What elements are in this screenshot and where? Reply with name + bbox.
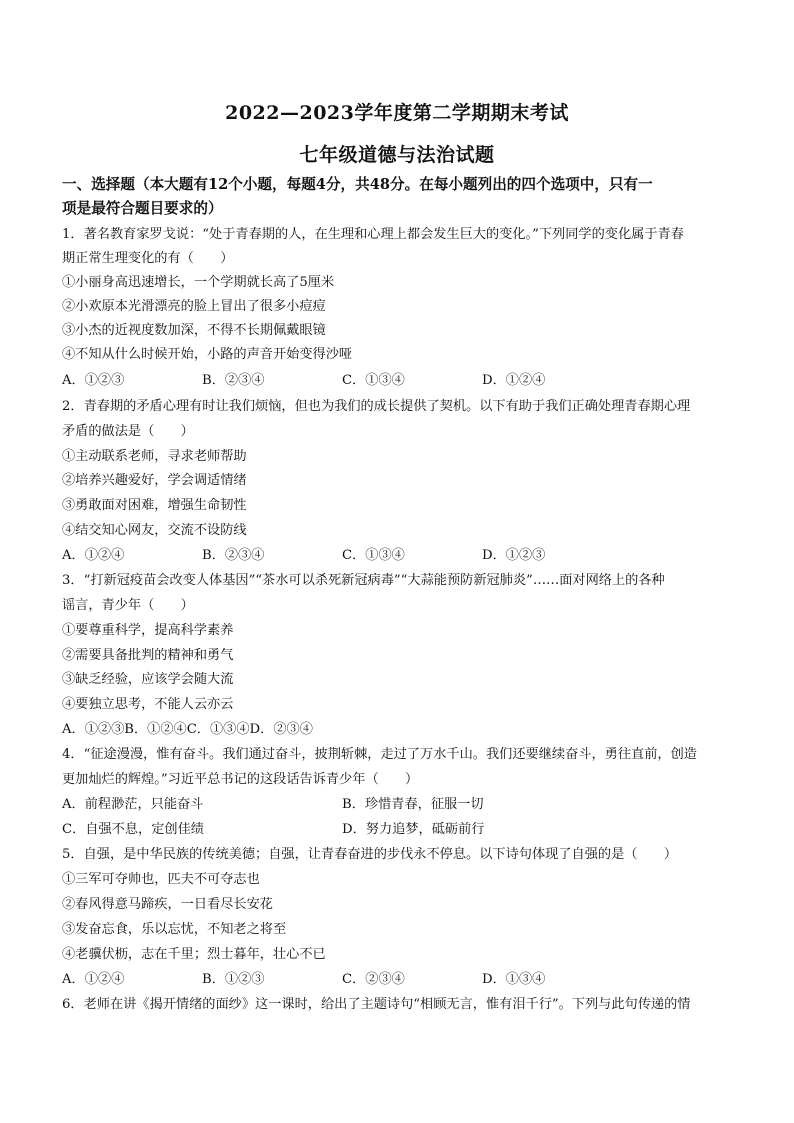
q1-statement-1: ①小丽身高迅速增长，一个学期就长高了5厘米 [62,275,335,290]
q2-option-c: C．①③④ [342,548,405,563]
q5-option-a: A．①②④ [62,972,125,987]
q5-statement-1: ①三军可夺帅也，匹夫不可夺志也 [62,872,260,887]
q4-stem-line1: 4．“征途漫漫，惟有奋斗。我们通过奋斗，披荆斩棘，走过了万水千山。我们还要继续奋斗，勇往直前，创造 [62,747,697,762]
q4-option-b: B．珍惜青春，征服一切 [342,797,484,812]
q1-statement-3: ③小杰的近视度数加深，不得不长期佩戴眼镜 [62,323,326,338]
q4-stem-line2: 更加灿烂的辉煌。”习近平总书记的这段话告诉青少年（ ） [62,772,419,787]
q2-option-d: D．①②③ [482,548,546,563]
q3-statement-1: ①要尊重科学，提高科学素养 [62,623,234,638]
q6-stem-line1: 6．老师在讲《揭开情绪的面纱》这一课时，给出了主题诗句“相顾无言，惟有泪千行”。下列与此句传递的情 [62,997,691,1012]
q4-option-c: C．自强不息，定创佳绩 [62,822,204,837]
q1-statement-2: ②小欢原本光滑漂亮的脸上冒出了很多小痘痘 [62,299,326,314]
q2-statement-3: ③勇敢面对困难，增强生命韧性 [62,498,247,513]
q1-statement-4: ④不知从什么时候开始，小路的声音开始变得沙哑 [62,347,353,362]
q2-option-a: A．①②④ [62,548,125,563]
q3-stem-line2: 谣言，青少年（ ） [62,598,194,613]
q5-statement-2: ②春风得意马蹄疾，一日看尽长安花 [62,897,273,912]
q3-stem-line1: 3．“打新冠疫苗会改变人体基因”“茶水可以杀死新冠病毒”“大蒜能预防新冠肺炎”……面对网络上的各种 [62,573,665,588]
q4-option-a: A．前程渺茫，只能奋斗 [62,797,204,812]
q3-statement-3: ③缺乏经验，应该学会随大流 [62,672,234,687]
q2-statement-1: ①主动联系老师，寻求老师帮助 [62,449,247,464]
q5-option-b: B．①②③ [202,972,265,987]
q1-option-d: D．①②④ [482,373,546,388]
q2-stem-line1: 2．青春期的矛盾心理有时让我们烦恼，但也为我们的成长提供了契机。以下有助于我们正确处理青春期心理 [62,399,691,414]
section-heading-line2: 项是最符合题目要求的） [62,200,223,217]
q5-statement-3: ③发奋忘食，乐以忘忧，不知老之将至 [62,922,287,937]
q1-option-b: B．②③④ [202,373,265,388]
q2-option-b: B．②③④ [202,548,265,563]
q2-statement-2: ②培养兴趣爱好，学会调适情绪 [62,473,247,488]
q1-stem-line1: 1．著名教育家罗戈说：“处于青春期的人，在生理和心理上都会发生巨大的变化。”下列同学的变化属于青春 [62,227,684,242]
q5-statement-4: ④老骥伏枥，志在千里；烈士暮年，壮心不已 [62,947,326,962]
exam-subtitle: 七年级道德与法治试题 [299,144,495,166]
q1-stem-line2: 期正常生理变化的有（ ） [62,251,234,266]
q1-option-a: A．①②③ [62,373,125,388]
section-heading-line1: 一、选择题（本大题有12个小题，每题4分，共48分。在每小题列出的四个选项中，只有一 [62,176,653,193]
q5-option-c: C．②③④ [342,972,405,987]
q5-stem-line1: 5．自强，是中华民族的传统美德；自强，让青春奋进的步伐永不停息。以下诗句体现了自强的是（ ） [62,847,678,862]
q5-option-d: D．①③④ [482,972,546,987]
q3-statement-2: ②需要具备批判的精神和勇气 [62,648,234,663]
q3-options: A．①②③B．①②④C．①③④D．②③④ [62,722,313,737]
q4-option-d: D．努力追梦，砥砺前行 [342,822,485,837]
q2-stem-line2: 矛盾的做法是（ ） [62,424,194,439]
q1-option-c: C．①③④ [342,373,405,388]
q3-statement-4: ④要独立思考，不能人云亦云 [62,697,234,712]
exam-title: 2022—2023学年度第二学期期末考试 [225,102,569,124]
q2-statement-4: ④结交知心网友，交流不设防线 [62,523,247,538]
